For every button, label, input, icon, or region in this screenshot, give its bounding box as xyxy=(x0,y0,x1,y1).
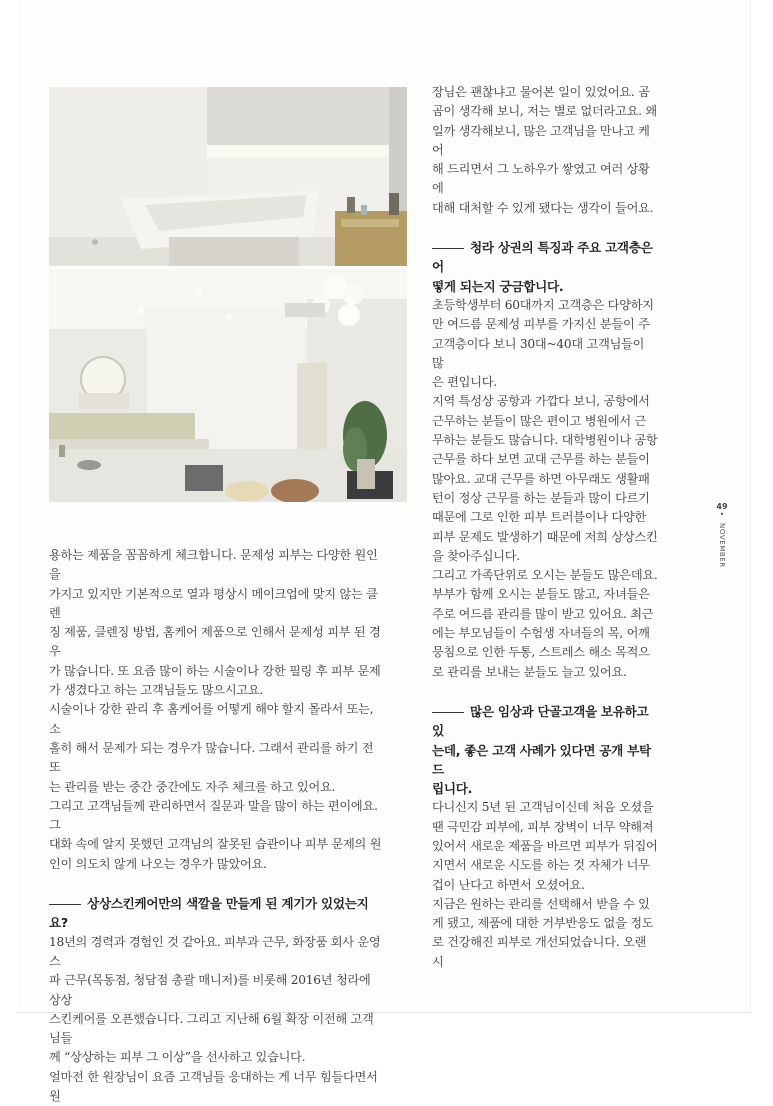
page-number: 49 xyxy=(716,502,728,511)
body-line: 주로 여드름 관리를 많이 받고 있어요. 최근 xyxy=(432,606,654,621)
question-text: 많은 임상과 단골고객을 보유하고 있 xyxy=(432,703,649,739)
body-line: 징 제품, 클렌징 방법, 홈케어 제품으로 인해서 문제성 피부 된 경우 xyxy=(49,625,381,659)
body-line: 로 관리를 보내는 분들도 늘고 있어요. xyxy=(432,664,627,679)
question-dash xyxy=(432,248,464,249)
page-folio xyxy=(716,502,728,572)
body-line: 피부 문제도 발생하기 때문에 저희 상상스킨 xyxy=(432,529,658,544)
body-line: 턴이 정상 근무를 하는 분들과 많이 다르기 xyxy=(432,490,650,505)
body-line: 대화 속에 알지 못했던 고객님의 잘못된 습관이나 피부 문제의 원 xyxy=(49,837,382,852)
question-text: 상상스킨케어만의 색깔을 만들게 된 계기가 있었는지요? xyxy=(49,896,369,931)
body-line: 장님은 괜찮냐고 물어본 일이 있었어요. 곰 xyxy=(432,85,650,99)
body-line: 고객층이다 보니 30대~40대 고객님들이 많 xyxy=(432,336,645,370)
body-line: 파 근무(목동점, 청담점 총괄 매니저)를 비롯해 2016년 청라에 상상 xyxy=(49,973,371,1007)
body-line: 근무를 하다 보면 교대 근무를 하는 분들이 xyxy=(432,452,650,467)
body-line: 만 여드름 문제성 피부를 가지신 분들이 주 xyxy=(432,317,650,332)
interview-question xyxy=(432,238,658,277)
body-line: 는 관리를 받는 중간 중간에도 자주 체크를 하고 있어요. xyxy=(49,779,336,794)
body-line: 무하는 분들도 많습니다. 대학병원이나 공항 xyxy=(432,433,658,448)
body-line: 18년의 경력과 경험인 것 같아요. 피부과 근무, 화장품 회사 운영 스 xyxy=(49,934,381,968)
body-line: 스킨케어를 오픈했습니다. 그리고 지난해 6월 확장 이전해 고객님들 xyxy=(49,1011,374,1046)
salon-lobby-photo xyxy=(49,269,407,502)
body-line: 해 드리면서 그 노하우가 쌓였고 여러 상황에 xyxy=(432,162,650,196)
body-line: 초등학생부터 60대까지 고객층은 다양하지 xyxy=(432,297,654,312)
right-text-column xyxy=(432,83,658,972)
body-line: 겁이 난다고 하면서 오셨어요. xyxy=(432,877,585,892)
body-line: 그리고 고객님들께 관리하면서 질문과 말을 많이 하는 편이에요. 그 xyxy=(49,798,378,833)
body-line: 가 생겼다고 하는 고객님들도 많으시고요. xyxy=(49,683,264,698)
body-line: 때문에 그로 인한 피부 트러블이나 다양한 xyxy=(432,510,647,525)
interview-question: 떻게 되는지 궁금합니다. xyxy=(432,278,564,294)
body-line: 가지고 있지만 기본적으로 열과 평상시 메이크업에 맞지 않는 클렌 xyxy=(49,586,378,620)
page-month: NOVEMBER xyxy=(718,523,726,568)
body-line: 땐 극민감 피부에, 피부 장벽이 너무 약해져 xyxy=(432,819,654,834)
body-line: 부부가 함께 오시는 분들도 많고, 자녀들은 xyxy=(432,587,650,602)
body-line: 인이 의도치 않게 나오는 경우가 많았어요. xyxy=(49,856,267,871)
treatment-room-photo xyxy=(49,87,407,266)
body-line: 지금은 원하는 관리를 선택해서 받을 수 있 xyxy=(432,896,650,911)
question-text: 청라 상권의 특징과 주요 고객층은 어 xyxy=(432,240,653,275)
body-line: 많아요. 교대 근무를 하면 아무래도 생활패 xyxy=(432,471,650,486)
body-line: 을 찾아주십니다. xyxy=(432,548,520,563)
body-line: 가 많습니다. 또 요즘 많이 하는 시술이나 강한 필링 후 피부 문제 xyxy=(49,663,381,678)
body-line: 에는 부모님들이 수험생 자녀들의 목, 어깨 xyxy=(432,626,650,641)
body-line: 용하는 제품을 꼼꼼하게 체크합니다. 문제성 피부는 다양한 원인을 xyxy=(49,548,378,582)
interview-question: 는데, 좋은 고객 사례가 있다면 공개 부탁드 xyxy=(432,742,651,777)
body-line: 로 건강해진 피부로 개선되었습니다. 오랜 시 xyxy=(432,935,647,969)
body-line: 얼마전 한 원장님이 요즘 고객님들 응대하는 게 너무 힘들다면서 원 xyxy=(49,1069,378,1104)
body-line: 근무하는 분들이 많은 편이고 병원에서 근 xyxy=(432,413,647,428)
body-line: 일까 생각해보니, 많은 고객님을 만나고 케어 xyxy=(432,123,650,157)
interview-question xyxy=(432,702,658,741)
interview-question xyxy=(49,894,384,933)
body-line: 께 “상상하는 피부 그 이상”을 선사하고 있습니다. xyxy=(49,1050,306,1065)
body-line: 홀히 해서 문제가 되는 경우가 많습니다. 그래서 관리를 하기 전 또 xyxy=(49,740,374,775)
body-line: 지역 특성상 공항과 가깝다 보니, 공항에서 xyxy=(432,394,650,409)
body-line: 지면서 새로운 시도를 하는 것 자체가 너무 xyxy=(432,858,650,873)
question-dash xyxy=(49,904,81,905)
left-text-column xyxy=(49,546,384,1106)
body-line: 그리고 가족단위로 오시는 분들도 많은데요. xyxy=(432,568,658,583)
body-line: 대해 대처할 수 있게 됐다는 생각이 들어요. xyxy=(432,200,654,215)
body-line: 다니신지 5년 된 고객님이신데 처음 오셨을 xyxy=(432,800,654,815)
interview-question: 립니다. xyxy=(432,781,473,797)
body-line: 뭉침으로 인한 두통, 스트레스 해소 목적으 xyxy=(432,645,650,660)
body-line: 시술이나 강한 관리 후 홈케어를 어떻게 해야 할지 몰라서 또는, 소 xyxy=(49,702,374,736)
question-dash xyxy=(432,712,464,713)
body-line: 곰이 생각해 보니, 저는 별로 없더라고요. 왜 xyxy=(432,104,657,119)
body-line: 은 편입니다. xyxy=(432,375,497,390)
folio-dot: • xyxy=(719,510,725,519)
body-line: 게 됐고, 제품에 대한 거부반응도 없을 정도 xyxy=(432,916,654,931)
body-line: 있어서 새로운 제품을 바르면 피부가 뒤집어 xyxy=(432,838,658,853)
